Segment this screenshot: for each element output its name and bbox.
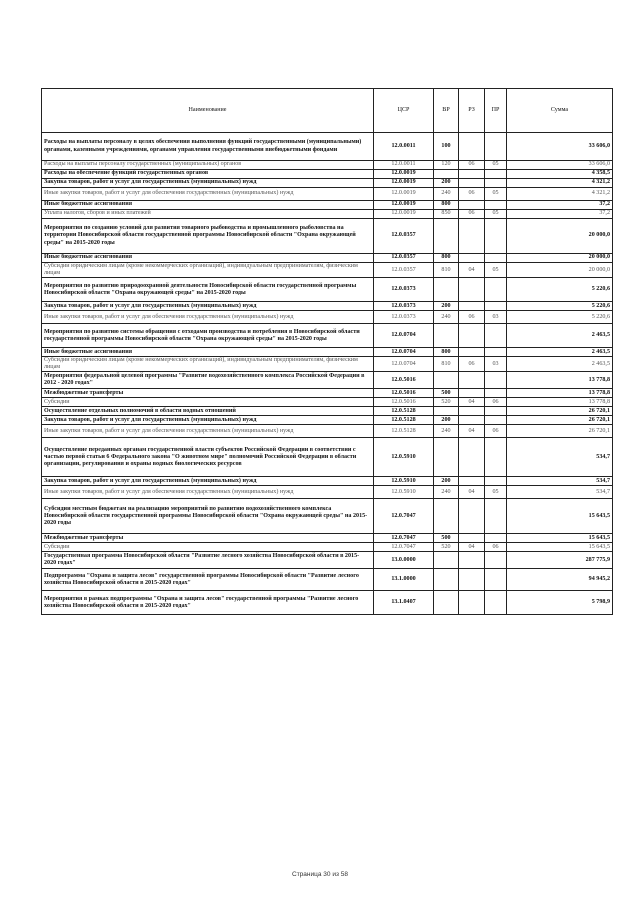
row-pr: 05: [485, 210, 507, 219]
row-sum: 94 945,2: [507, 569, 613, 591]
row-pr: 05: [485, 486, 507, 499]
row-pr: [485, 170, 507, 179]
row-vr: 810: [434, 357, 459, 372]
row-name: Субсидии юридическим лицам (кроме некоммерческих организаций), индивидуальным предпринимателям, физическим лицам: [42, 357, 374, 372]
row-sum: 13 778,8: [507, 389, 613, 398]
row-sum: 33 606,0: [507, 161, 613, 170]
row-sum: 5 220,6: [507, 302, 613, 311]
header-vr: ВР: [434, 89, 459, 133]
row-name: Субсидии: [42, 398, 374, 407]
row-sum: 13 778,8: [507, 398, 613, 407]
table-row: [42, 219, 613, 254]
row-csr: 12.0.0357: [374, 263, 434, 278]
row-rz: 06: [459, 311, 485, 324]
row-name: Иные бюджетные ассигнования: [42, 254, 374, 263]
row-sum: 5 220,6: [507, 311, 613, 324]
row-pr: [485, 324, 507, 348]
row-csr: 12.0.5910: [374, 477, 434, 486]
row-name: Иные закупки товаров, работ и услуг для обеспечения государственных (муниципальных) нужд: [42, 311, 374, 324]
row-vr: [434, 591, 459, 615]
row-name: Закупка товаров, работ и услуг для государственных (муниципальных) нужд: [42, 179, 374, 188]
row-pr: [485, 133, 507, 161]
row-rz: 06: [459, 210, 485, 219]
row-sum: 26 720,1: [507, 416, 613, 425]
table-row: [42, 398, 613, 407]
row-name: Закупка товаров, работ и услуг для государственных (муниципальных) нужд: [42, 416, 374, 425]
row-csr: 12.0.0373: [374, 302, 434, 311]
row-vr: [434, 219, 459, 254]
row-name: Субсидии местным бюджетам на реализацию мероприятий по развитию водохозяйственного комплекса Новосибирской области государственной программы Новосибирской области "Охрана окружающей среды" на 2015-2020 годы: [42, 499, 374, 534]
row-pr: [485, 389, 507, 398]
row-name: Иные бюджетные ассигнования: [42, 201, 374, 210]
row-csr: 12.0.7047: [374, 543, 434, 552]
row-sum: 4 358,5: [507, 170, 613, 179]
table-row: [42, 179, 613, 188]
row-vr: 240: [434, 188, 459, 201]
row-vr: 240: [434, 311, 459, 324]
row-pr: [485, 407, 507, 416]
budget-table: [41, 88, 613, 615]
row-rz: [459, 324, 485, 348]
row-vr: 800: [434, 254, 459, 263]
row-rz: 04: [459, 486, 485, 499]
row-name: Иные закупки товаров, работ и услуг для обеспечения государственных (муниципальных) нужд: [42, 486, 374, 499]
table-row: [42, 188, 613, 201]
row-vr: [434, 278, 459, 302]
table-row: [42, 278, 613, 302]
row-vr: [434, 324, 459, 348]
row-vr: 800: [434, 348, 459, 357]
row-pr: [485, 534, 507, 543]
row-name: Мероприятия по развитию системы обращения с отходами производства и потребления в Новосибирской области государственной программы Новосибирской области "Охрана окружающей среды" на 2015-2020 годы: [42, 324, 374, 348]
row-name: Расходы на выплаты персоналу в целях обеспечения выполнения функций государственными (муниципальными) органами, казенными учреждениями, органами управления государственными внебюджетными фондами: [42, 133, 374, 161]
row-csr: 12.0.0011: [374, 133, 434, 161]
row-rz: 04: [459, 263, 485, 278]
row-name: Подпрограмма "Охрана и защита лесов" государственной программы Новосибирской области "Развитие лесного хозяйства Новосибирской области в 2015-2020 годах": [42, 569, 374, 591]
header-rz: РЗ: [459, 89, 485, 133]
table-header-row: [42, 89, 613, 133]
row-vr: 520: [434, 543, 459, 552]
row-vr: 240: [434, 425, 459, 438]
table-row: [42, 357, 613, 372]
row-sum: 534,7: [507, 438, 613, 477]
row-pr: 05: [485, 161, 507, 170]
row-sum: 26 720,1: [507, 425, 613, 438]
row-vr: [434, 372, 459, 389]
row-csr: 12.0.0357: [374, 254, 434, 263]
table-row: [42, 254, 613, 263]
row-pr: [485, 591, 507, 615]
row-csr: 12.0.0019: [374, 188, 434, 201]
row-sum: 33 606,0: [507, 133, 613, 161]
row-csr: 13.0.0000: [374, 552, 434, 569]
table-row: [42, 161, 613, 170]
table-row: [42, 348, 613, 357]
row-pr: [485, 219, 507, 254]
table-row: [42, 486, 613, 499]
row-rz: 04: [459, 398, 485, 407]
row-pr: 05: [485, 263, 507, 278]
row-sum: 534,7: [507, 486, 613, 499]
row-csr: 12.0.0373: [374, 311, 434, 324]
row-sum: 37,2: [507, 210, 613, 219]
row-rz: [459, 372, 485, 389]
row-csr: 12.0.0019: [374, 201, 434, 210]
header-sum: Сумма: [507, 89, 613, 133]
row-csr: 13.1.0407: [374, 591, 434, 615]
row-sum: 2 463,5: [507, 357, 613, 372]
row-pr: [485, 348, 507, 357]
table-row: [42, 438, 613, 477]
row-csr: 12.0.0019: [374, 170, 434, 179]
row-csr: 12.0.5910: [374, 486, 434, 499]
row-pr: 03: [485, 311, 507, 324]
row-csr: 12.0.5128: [374, 416, 434, 425]
row-rz: [459, 254, 485, 263]
table-row: [42, 534, 613, 543]
row-csr: 12.0.0373: [374, 278, 434, 302]
row-csr: 12.0.0011: [374, 161, 434, 170]
row-name: Расходы на выплаты персоналу государственных (муниципальных) органов: [42, 161, 374, 170]
row-rz: 04: [459, 425, 485, 438]
row-vr: 240: [434, 486, 459, 499]
row-pr: [485, 302, 507, 311]
row-pr: [485, 416, 507, 425]
row-pr: 06: [485, 398, 507, 407]
row-csr: 12.0.0704: [374, 324, 434, 348]
row-csr: 12.0.5016: [374, 398, 434, 407]
row-name: Мероприятия по развитию природоохранной деятельности Новосибирской области государственной программы Новосибирской области "Охрана окружающей среды" на 2015-2020 годы: [42, 278, 374, 302]
row-rz: [459, 591, 485, 615]
table-row: [42, 425, 613, 438]
table-row: [42, 416, 613, 425]
row-rz: [459, 201, 485, 210]
row-name: Уплата налогов, сборов и иных платежей: [42, 210, 374, 219]
row-rz: [459, 278, 485, 302]
table-row: [42, 552, 613, 569]
row-vr: 500: [434, 389, 459, 398]
row-vr: [434, 499, 459, 534]
row-pr: [485, 477, 507, 486]
row-pr: [485, 179, 507, 188]
row-pr: [485, 372, 507, 389]
row-vr: 100: [434, 133, 459, 161]
row-pr: 03: [485, 357, 507, 372]
row-pr: [485, 569, 507, 591]
header-csr: ЦСР: [374, 89, 434, 133]
row-sum: 2 463,5: [507, 324, 613, 348]
row-vr: 200: [434, 179, 459, 188]
table-row: [42, 477, 613, 486]
row-name: Иные закупки товаров, работ и услуг для обеспечения государственных (муниципальных) нужд: [42, 188, 374, 201]
row-name: Закупка товаров, работ и услуг для государственных (муниципальных) нужд: [42, 477, 374, 486]
row-sum: 15 643,5: [507, 499, 613, 534]
row-sum: 5 220,6: [507, 278, 613, 302]
table-row: [42, 201, 613, 210]
table-row: [42, 372, 613, 389]
row-vr: [434, 170, 459, 179]
row-name: Государственная программа Новосибирской области "Развитие лесного хозяйства Новосибирской области в 2015-2020 годах": [42, 552, 374, 569]
table-row: [42, 210, 613, 219]
row-sum: 5 798,9: [507, 591, 613, 615]
row-pr: 05: [485, 188, 507, 201]
row-name: Иные закупки товаров, работ и услуг для обеспечения государственных (муниципальных) нужд: [42, 425, 374, 438]
row-csr: 12.0.5910: [374, 438, 434, 477]
row-sum: 4 321,2: [507, 179, 613, 188]
row-vr: 120: [434, 161, 459, 170]
row-name: Межбюджетные трансферты: [42, 534, 374, 543]
row-name: Межбюджетные трансферты: [42, 389, 374, 398]
row-csr: 12.0.0704: [374, 348, 434, 357]
row-pr: [485, 499, 507, 534]
table-row: [42, 324, 613, 348]
row-vr: 850: [434, 210, 459, 219]
row-csr: 12.0.5016: [374, 372, 434, 389]
row-csr: 12.0.0019: [374, 179, 434, 188]
row-sum: 534,7: [507, 477, 613, 486]
row-rz: 06: [459, 188, 485, 201]
row-pr: [485, 278, 507, 302]
row-name: Осуществление отдельных полномочий в области водных отношений: [42, 407, 374, 416]
row-csr: 12.0.0019: [374, 210, 434, 219]
row-rz: [459, 569, 485, 591]
row-pr: [485, 438, 507, 477]
row-csr: 12.0.5016: [374, 389, 434, 398]
row-sum: 13 778,8: [507, 372, 613, 389]
row-rz: [459, 499, 485, 534]
table-body: [42, 133, 613, 615]
row-sum: 287 775,9: [507, 552, 613, 569]
row-rz: 06: [459, 357, 485, 372]
row-rz: [459, 179, 485, 188]
row-vr: [434, 407, 459, 416]
table-row: [42, 170, 613, 179]
row-sum: 20 000,0: [507, 263, 613, 278]
row-vr: [434, 569, 459, 591]
row-rz: [459, 389, 485, 398]
row-rz: [459, 477, 485, 486]
row-rz: [459, 219, 485, 254]
row-csr: 12.0.0704: [374, 357, 434, 372]
row-name: Мероприятия по созданию условий для развития товарного рыбоводства и промышленного рыболовства на территории Новосибирской области государственной программы Новосибирской области "Охрана окружающей среды" на 2015-2020 годы: [42, 219, 374, 254]
row-vr: 200: [434, 477, 459, 486]
row-sum: 2 463,5: [507, 348, 613, 357]
row-rz: [459, 302, 485, 311]
row-csr: 12.0.7047: [374, 499, 434, 534]
row-sum: 4 321,2: [507, 188, 613, 201]
row-rz: [459, 133, 485, 161]
row-sum: 20 000,0: [507, 219, 613, 254]
row-sum: 15 643,5: [507, 534, 613, 543]
row-rz: 06: [459, 161, 485, 170]
row-vr: 500: [434, 534, 459, 543]
table-row: [42, 263, 613, 278]
row-vr: 810: [434, 263, 459, 278]
row-name: Мероприятия федеральной целевой программы "Развитие водохозяйственного комплекса Российской Федерации в 2012 - 2020 годах": [42, 372, 374, 389]
table-row: [42, 302, 613, 311]
row-rz: [459, 534, 485, 543]
row-rz: [459, 416, 485, 425]
header-pr: ПР: [485, 89, 507, 133]
header-name: Наименование: [42, 89, 374, 133]
row-name: Расходы на обеспечение функций государственных органов: [42, 170, 374, 179]
row-csr: 12.0.5128: [374, 425, 434, 438]
table-row: [42, 133, 613, 161]
row-rz: [459, 348, 485, 357]
row-vr: 200: [434, 302, 459, 311]
row-rz: [459, 170, 485, 179]
row-name: Мероприятия в рамках подпрограммы "Охрана и защита лесов" государственной программы "Развитие лесного хозяйства Новосибирской области в 2015-2020 годах": [42, 591, 374, 615]
table-row: [42, 407, 613, 416]
row-name: Субсидии: [42, 543, 374, 552]
row-pr: [485, 201, 507, 210]
row-rz: 04: [459, 543, 485, 552]
row-sum: 37,2: [507, 201, 613, 210]
row-csr: 12.0.0357: [374, 219, 434, 254]
row-csr: 12.0.5128: [374, 407, 434, 416]
row-vr: 800: [434, 201, 459, 210]
row-name: Иные бюджетные ассигнования: [42, 348, 374, 357]
row-vr: [434, 438, 459, 477]
row-pr: [485, 552, 507, 569]
table-row: [42, 569, 613, 591]
table-row: [42, 591, 613, 615]
row-rz: [459, 407, 485, 416]
row-vr: 520: [434, 398, 459, 407]
row-pr: 06: [485, 543, 507, 552]
row-rz: [459, 438, 485, 477]
row-csr: 13.1.0000: [374, 569, 434, 591]
row-sum: 15 643,5: [507, 543, 613, 552]
table-row: [42, 499, 613, 534]
row-sum: 20 000,0: [507, 254, 613, 263]
row-pr: 06: [485, 425, 507, 438]
row-name: Субсидии юридическим лицам (кроме некоммерческих организаций), индивидуальным предпринимателям, физическим лицам: [42, 263, 374, 278]
table-row: [42, 389, 613, 398]
row-vr: [434, 552, 459, 569]
row-name: Осуществление переданных органам государственной власти субъектов Российской Федерации в соответствии с частью первой статьи 6 Федерального закона "О животном мире" полномочий Российской Федерации в области организации, регулирования и охраны водных биологических ресурсов: [42, 438, 374, 477]
table-row: [42, 311, 613, 324]
row-pr: [485, 254, 507, 263]
page-number: Страница 30 из 58: [292, 871, 348, 878]
row-vr: 200: [434, 416, 459, 425]
row-sum: 26 720,1: [507, 407, 613, 416]
row-csr: 12.0.7047: [374, 534, 434, 543]
row-name: Закупка товаров, работ и услуг для государственных (муниципальных) нужд: [42, 302, 374, 311]
table-row: [42, 543, 613, 552]
row-rz: [459, 552, 485, 569]
